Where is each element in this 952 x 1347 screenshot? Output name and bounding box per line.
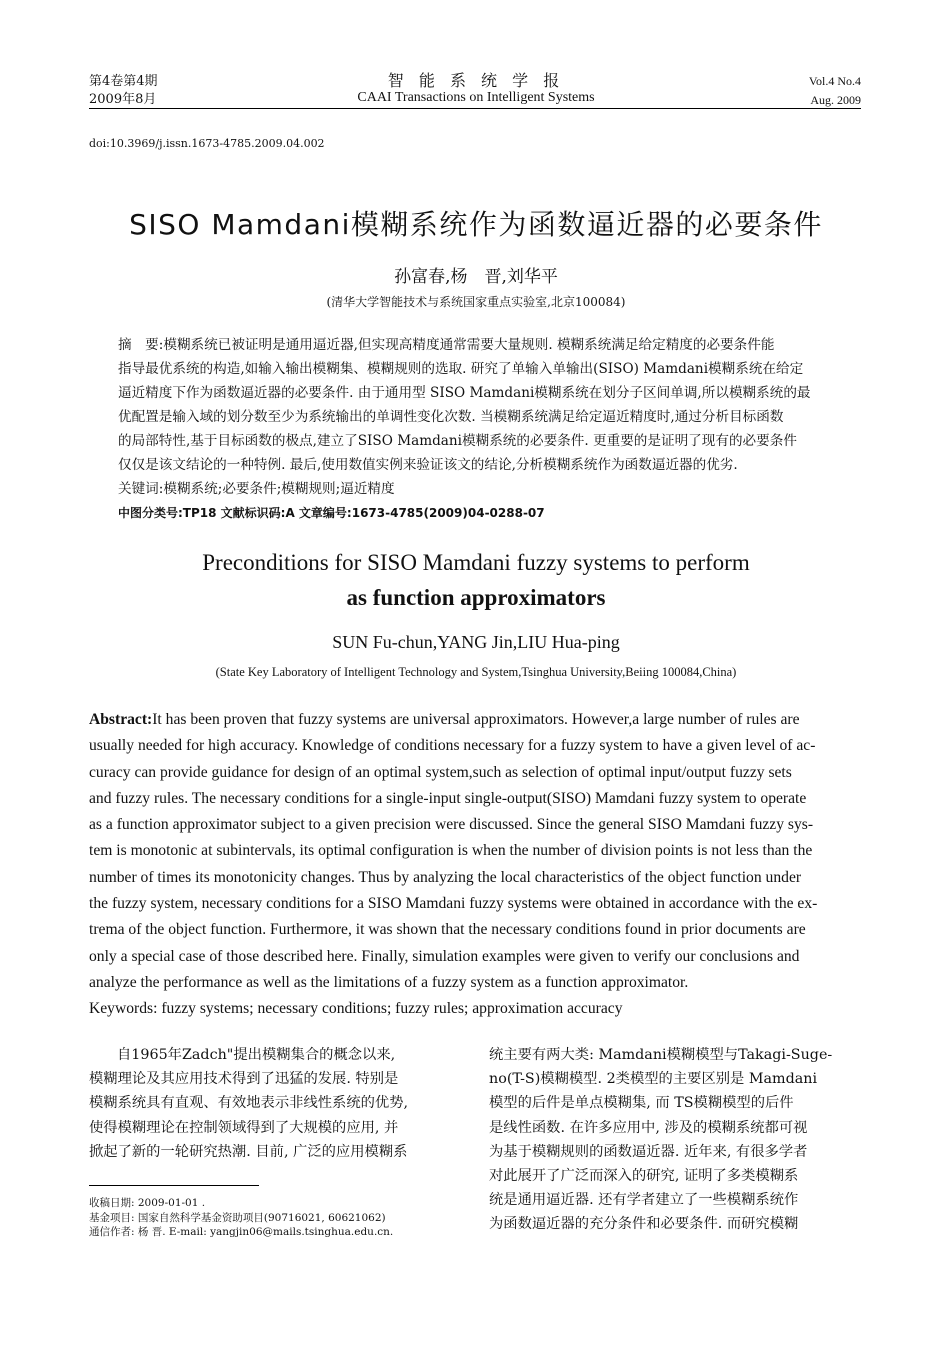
abstract-cn-line: 的局部特性,基于目标函数的极点,建立了SISO Mamdani模糊系统的必要条件. 更重要的是证明了现有的必要条件 — [118, 433, 797, 449]
abstract-cn-label: 摘 要: — [118, 337, 164, 353]
body-right-column — [489, 1043, 861, 1237]
header-journal-cn: 智 能 系 统 学 报 — [387, 71, 565, 90]
body-line: 掀起了新的一轮研究热潮. 目前, 广泛的应用模糊系 — [89, 1143, 408, 1160]
abstract-cn-line: 仅仅是该文结论的一种特例. 最后,使用数值实例来验证该文的结论,分析模糊系统作为函数逼近器的优劣. — [118, 457, 738, 473]
header-date-en: Aug. 2009 — [810, 93, 861, 107]
header-volume-en: Vol.4 No.4 — [808, 74, 861, 88]
abstract-en — [89, 707, 861, 1023]
body-line: 自1965年Zadch"提出模糊集合的概念以来, — [117, 1047, 396, 1063]
abstract-en-line: Abstract:It has been proven that fuzzy systems are universal approximators. However,a large number of rules are — [89, 711, 800, 728]
body-line: 为函数逼近器的充分条件和必要条件. 而研究模糊 — [489, 1216, 799, 1233]
abstract-cn — [118, 333, 830, 525]
abstract-en-line: only a special case of those described here. Finally, simulation examples were given to verify our conclusions and — [89, 947, 800, 965]
title-en-line1: Preconditions for SISO Mamdani fuzzy systems to perform — [202, 550, 750, 575]
abstract-en-line: number of times its monotonicity changes. Thus by analyzing the local characteristics of the object function under — [89, 868, 802, 886]
body-line: 是线性函数. 在许多应用中, 涉及的模糊系统都可视 — [489, 1119, 808, 1136]
title-cn: SISO Mamdani模糊系统作为函数逼近器的必要条件 — [129, 208, 823, 241]
header-date-cn: 2009年8月 — [89, 92, 157, 107]
header-journal-en: CAAI Transactions on Intelligent Systems — [357, 90, 595, 105]
body-line: 统是通用逼近器. 还有学者建立了一些模糊系统作 — [489, 1192, 799, 1209]
authors-cn: 孙富春,杨 晋,刘华平 — [394, 267, 558, 287]
classification-cn: 中图分类号:TP18 文献标识码:A 文章编号:1673-4785(2009)04-0288-07 — [118, 506, 545, 520]
affiliation-en: (State Key Laboratory of Intelligent Technology and System,Tsinghua University,Beiing 100084,China) — [215, 665, 737, 679]
abstract-en-line: as a function approximator subject to a given precision were discussed. Since the general SISO Mamdani fuzzy sys- — [89, 816, 814, 834]
body-line: 模糊理论及其应用技术得到了迅猛的发展. 特别是 — [89, 1071, 399, 1088]
body-left-column — [89, 1043, 461, 1164]
body-line: 模糊系统具有直观、有效地表示非线性系统的优势, — [89, 1095, 409, 1112]
abstract-cn-line: 摘 要:模糊系统已被证明是通用逼近器,但实现高精度通常需要大量规则. 模糊系统满足给定精度的必要条件能 — [118, 337, 775, 353]
footnote-received: 收稿日期: 2009-01-01 . — [89, 1197, 206, 1209]
authors-en: SUN Fu-chun,YANG Jin,LIU Hua-ping — [332, 632, 620, 652]
body-line: no(T-S)模糊模型. 2类模型的主要区别是 Mamdani — [489, 1071, 818, 1088]
keywords-cn: 关键词:模糊系统;必要条件;模糊规则;逼近精度 — [118, 481, 395, 497]
abstract-en-line: usually needed for high accuracy. Knowledge of conditions necessary for a fuzzy system to have a given level of ac- — [89, 737, 816, 755]
body-line: 统主要有两大类: Mamdani模糊模型与Takagi-Suge- — [489, 1047, 833, 1063]
footnote-correspondence: 通信作者: 杨 晋. E-mail: yangjin06@mails.tsinghua.edu.cn. — [89, 1226, 394, 1238]
footnote-funding: 基金项目: 国家自然科学基金资助项目(90716021, 60621062) — [89, 1211, 386, 1224]
title-en-line2: as function approximators — [346, 585, 606, 610]
body-line: 使得模糊理论在控制领域得到了大规模的应用, 并 — [89, 1119, 399, 1136]
abstract-en-line: analyze the performance as well as the limitations of a fuzzy system as a function approximator. — [89, 973, 689, 991]
abstract-en-line: tem is monotonic at subintervals, its optimal configuration is when the number of division points is not less than the — [89, 842, 813, 860]
affiliation-cn: (清华大学智能技术与系统国家重点实验室,北京100084) — [326, 295, 626, 309]
body-line: 为基于模糊规则的函数逼近器. 近年来, 有很多学者 — [489, 1143, 808, 1160]
keywords-en: Keywords: fuzzy systems; necessary conditions; fuzzy rules; approximation accuracy — [89, 1000, 623, 1018]
abstract-en-line: trema of the object function. Furthermore, it was shown that the necessary conditions found in prior documents are — [89, 921, 806, 939]
abstract-en-line: and fuzzy rules. The necessary conditions for a single-input single-output(SISO) Mamdani fuzzy system to operate — [89, 789, 807, 807]
abstract-cn-line: 逼近精度下作为函数逼近器的必要条件. 由于通用型 SISO Mamdani模糊系统在划分子区间单调,所以模糊系统的最 — [118, 385, 811, 401]
abstract-en-line: curacy can provide guidance for design of an optimal system,such as selection of optimal input/output fuzzy sets — [89, 763, 792, 781]
abstract-cn-line: 优配置是输入域的划分数至少为系统输出的单调性变化次数. 当模糊系统满足给定逼近精度时,通过分析目标函数 — [118, 409, 784, 425]
body-line: 对此展开了广泛而深入的研究, 证明了多类模糊系 — [489, 1168, 799, 1185]
abstract-cn-line: 指导最优系统的构造,如输入输出模糊集、模糊规则的选取. 研究了单输入单输出(SISO) Mamdani模糊系统在给定 — [118, 361, 804, 377]
abstract-en-label: Abstract: — [89, 711, 153, 728]
header-rule — [89, 108, 861, 109]
footnote-rule — [89, 1185, 259, 1186]
body-line: 模型的后件是单点模糊集, 而 TS模糊模型的后件 — [489, 1095, 794, 1112]
footnotes — [89, 1196, 461, 1240]
abstract-en-line: the fuzzy system, necessary conditions for a SISO Mamdani fuzzy systems were obtained in accordance with the ex- — [89, 895, 818, 913]
header-volume-cn: 第4卷第4期 — [89, 74, 158, 89]
doi: doi:10.3969/j.issn.1673-4785.2009.04.002 — [89, 137, 325, 150]
